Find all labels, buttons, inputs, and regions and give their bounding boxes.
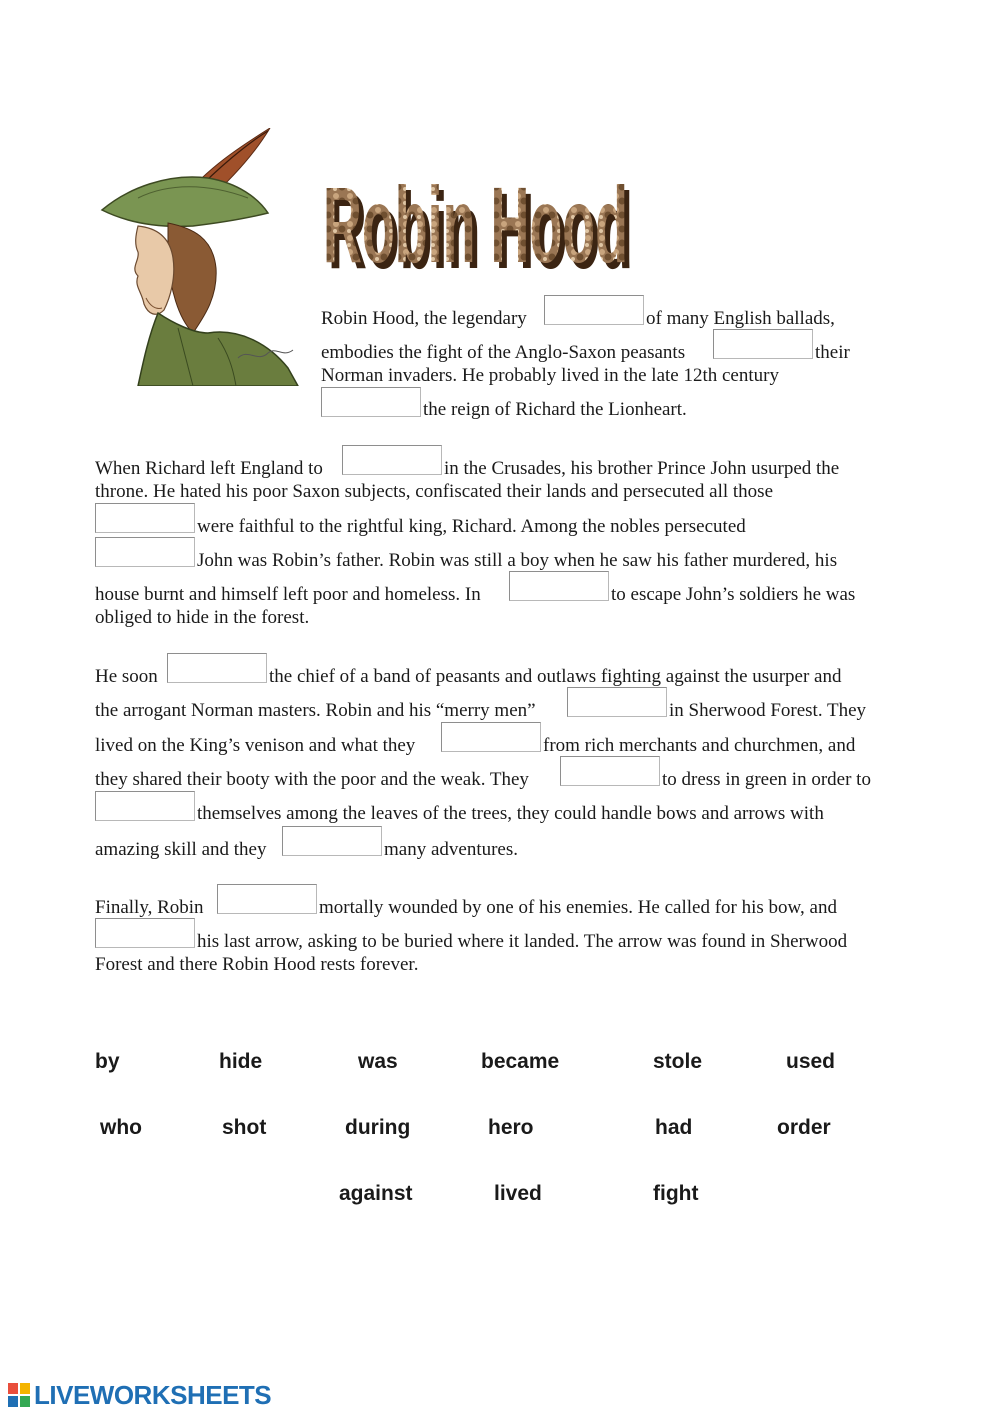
title-text: Robin Hood [323,164,628,280]
p3-line5: themselves among the leaves of the trees, they could handle bows and arrows with [197,803,824,824]
word-order[interactable]: order [777,1116,831,1139]
p3-line4a: they shared their booty with the poor and the weak. They [95,769,529,790]
p2-line5a: house burnt and himself left poor and homeless. In [95,584,481,605]
p4-line1b: mortally wounded by one of his enemies. He called for his bow, and [319,897,837,918]
p2-line2: throne. He hated his poor Saxon subjects, confiscated their lands and persecuted all those [95,481,773,502]
blank-4[interactable] [342,445,442,475]
blank-13[interactable] [282,826,382,856]
word-became[interactable]: became [481,1050,560,1073]
p4-line3: Forest and there Robin Hood rests forever. [95,954,419,975]
page-title [318,150,648,280]
p4-line1a: Finally, Robin [95,897,204,918]
word-during[interactable]: during [345,1116,411,1139]
blank-15[interactable] [95,918,195,948]
word-hide[interactable]: hide [219,1050,263,1073]
word-was[interactable]: was [358,1050,398,1073]
p1-line4: the reign of Richard the Lionheart. [423,399,687,420]
p3-line2a: the arrogant Norman masters. Robin and his “merry men” [95,700,536,721]
word-stole[interactable]: stole [653,1050,703,1073]
word-fight[interactable]: fight [653,1182,699,1205]
blank-5[interactable] [95,503,195,533]
word-used[interactable]: used [786,1050,836,1073]
p3-line2b: in Sherwood Forest. They [669,700,867,721]
blank-3[interactable] [321,387,421,417]
p3-line6b: many adventures. [384,839,519,860]
p2-line3: were faithful to the rightful king, Richard. Among the nobles persecuted [197,516,746,537]
p1-line1a: Robin Hood, the legendary [321,308,527,329]
blank-12[interactable] [95,791,195,821]
p3-line4b: to dress in green in order to [662,769,871,790]
blank-14[interactable] [217,884,317,914]
robin-hood-portrait [98,128,303,386]
p3-line3b: from rich merchants and churchmen, and [543,735,856,756]
p1-line3: Norman invaders. He probably lived in the late 12th century [321,365,779,386]
blank-11[interactable] [560,756,660,786]
word-had[interactable]: had [655,1116,693,1139]
liveworksheets-logo-icon [8,1383,30,1407]
blank-2[interactable] [713,329,813,359]
p3-line1b: the chief of a band of peasants and outlaws fighting against the usurper and [269,666,842,687]
p3-line1a: He soon [95,666,158,687]
word-lived[interactable]: lived [494,1182,542,1205]
word-against[interactable]: against [339,1182,413,1205]
blank-9[interactable] [567,687,667,717]
blank-1[interactable] [544,295,644,325]
blank-10[interactable] [441,722,541,752]
p2-line5b: to escape John’s soldiers he was [611,584,856,605]
title-shadow: Robin Hood [328,170,633,280]
p2-line1a: When Richard left England to [95,458,323,479]
p1-line2a: embodies the fight of the Anglo-Saxon peasants [321,342,686,363]
liveworksheets-logo [8,1381,271,1409]
p1-line2b: their [815,342,850,363]
p3-line6a: amazing skill and they [95,839,267,860]
blank-7[interactable] [509,571,609,601]
word-who[interactable]: who [100,1116,142,1139]
word-hero[interactable]: hero [488,1116,534,1139]
word-shot[interactable]: shot [222,1116,267,1139]
word-by[interactable]: by [95,1050,120,1073]
blank-6[interactable] [95,537,195,567]
logo-text: LIVEWORKSHEETS [34,1379,272,1410]
blank-8[interactable] [167,653,267,683]
p1-line1b: of many English ballads, [646,308,835,329]
p2-line6: obliged to hide in the forest. [95,607,310,628]
p2-line4: John was Robin’s father. Robin was still a boy when he saw his father murdered, his [197,550,838,571]
p4-line2: his last arrow, asking to be buried where it landed. The arrow was found in Sherwood [197,931,848,952]
p3-line3a: lived on the King’s venison and what they [95,735,416,756]
p2-line1b: in the Crusades, his brother Prince John usurped the [444,458,840,479]
